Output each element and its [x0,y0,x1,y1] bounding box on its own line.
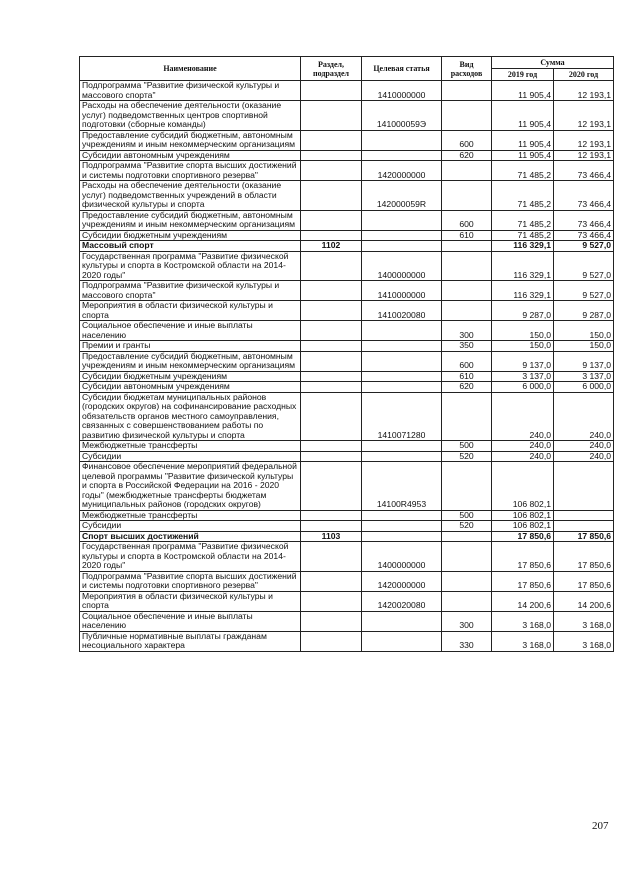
cell-article: 1400000000 [362,542,442,572]
table-row [80,321,614,341]
cell-name: Субсидии [80,521,301,532]
cell-2020: 73 466,4 [554,230,614,241]
cell-section [301,351,362,371]
cell-name: Субсидии бюджетам муниципальных районов (городских округов) на софинансирование расходных обязательств органов местного самоуправления, связанных с совершенствованием работы по развитию физической культуры и спорта [80,392,301,441]
cell-name: Социальное обеспечение и иные выплаты населению [80,611,301,631]
cell-name: Предоставление субсидий бюджетным, автономным учреждениям и иным некоммерческим организациям [80,130,301,150]
cell-section [301,571,362,591]
cell-article [362,382,442,393]
cell-article [362,341,442,352]
cell-article: 1410000000 [362,281,442,301]
cell-section: 1103 [301,531,362,542]
cell-expense-type: 300 [442,611,492,631]
table-row [80,101,614,131]
cell-name: Субсидии автономным учреждениям [80,150,301,161]
cell-2019: 11 905,4 [492,101,554,131]
cell-2019: 71 485,2 [492,161,554,181]
cell-article [362,351,442,371]
cell-name: Публичные нормативные выплаты гражданам несоциального характера [80,631,301,651]
cell-section [301,631,362,651]
table-row [80,571,614,591]
cell-2019: 3 137,0 [492,371,554,382]
cell-expense-type [442,281,492,301]
table-row [80,451,614,462]
cell-2019: 106 802,1 [492,521,554,532]
cell-article [362,611,442,631]
cell-name: Подпрограмма "Развитие физической культуры и массового спорта" [80,281,301,301]
cell-2020: 240,0 [554,441,614,452]
cell-name: Массовый спорт [80,241,301,252]
cell-expense-type: 600 [442,351,492,371]
cell-2019: 71 485,2 [492,230,554,241]
cell-name: Субсидии бюджетным учреждениям [80,230,301,241]
cell-expense-type [442,571,492,591]
cell-expense-type [442,462,492,511]
table-row [80,441,614,452]
header-year-2019: 2019 год [492,69,554,81]
header-section: Раздел, подраздел [301,57,362,81]
cell-2020: 240,0 [554,392,614,441]
cell-article [362,531,442,542]
cell-2019: 11 905,4 [492,150,554,161]
cell-2019: 71 485,2 [492,210,554,230]
cell-2019: 150,0 [492,321,554,341]
table-row [80,631,614,651]
table-row [80,130,614,150]
table-row [80,281,614,301]
header-expense-type: Вид расходов [442,57,492,81]
cell-name: Подпрограмма "Развитие физической культуры и массового спорта" [80,81,301,101]
cell-2019: 6 000,0 [492,382,554,393]
header-sum: Сумма [492,57,614,69]
table-row [80,510,614,521]
cell-expense-type [442,101,492,131]
budget-table [79,56,614,652]
cell-2020: 12 193,1 [554,81,614,101]
cell-2020: 9 527,0 [554,241,614,252]
cell-article [362,130,442,150]
header-year-2020: 2020 год [554,69,614,81]
cell-section [301,591,362,611]
cell-section [301,150,362,161]
cell-article: 1410000000 [362,81,442,101]
table-row [80,371,614,382]
cell-2020: 12 193,1 [554,130,614,150]
cell-section [301,81,362,101]
header-article: Целевая статья [362,57,442,81]
cell-article: 14100R4953 [362,462,442,511]
cell-name: Спорт высших достижений [80,531,301,542]
cell-section [301,210,362,230]
cell-2019: 11 905,4 [492,81,554,101]
cell-article [362,631,442,651]
cell-2019: 11 905,4 [492,130,554,150]
cell-name: Подпрограмма "Развитие спорта высших достижений и системы подготовки спортивного резерва" [80,161,301,181]
cell-name: Субсидии [80,451,301,462]
cell-2020: 73 466,4 [554,210,614,230]
cell-section [301,230,362,241]
cell-2020: 3 168,0 [554,631,614,651]
cell-expense-type: 350 [442,341,492,352]
cell-article [362,241,442,252]
cell-section [301,542,362,572]
cell-2019: 116 329,1 [492,241,554,252]
cell-expense-type: 610 [442,230,492,241]
cell-section [301,341,362,352]
cell-article: 1420000000 [362,161,442,181]
cell-2020: 73 466,4 [554,181,614,211]
cell-name: Подпрограмма "Развитие спорта высших достижений и системы подготовки спортивного резерва" [80,571,301,591]
table-row [80,521,614,532]
cell-name: Предоставление субсидий бюджетным, автономным учреждениям и иным некоммерческим организациям [80,351,301,371]
cell-2020: 150,0 [554,321,614,341]
cell-expense-type: 520 [442,451,492,462]
cell-name: Социальное обеспечение и иные выплаты населению [80,321,301,341]
cell-expense-type [442,161,492,181]
cell-2019: 116 329,1 [492,251,554,281]
cell-2020: 17 850,6 [554,542,614,572]
cell-2020: 17 850,6 [554,571,614,591]
cell-2019: 240,0 [492,441,554,452]
cell-expense-type: 620 [442,382,492,393]
table-row [80,341,614,352]
cell-2019: 17 850,6 [492,531,554,542]
cell-expense-type [442,301,492,321]
cell-2019: 240,0 [492,392,554,441]
cell-section: 1102 [301,241,362,252]
cell-section [301,462,362,511]
table-row [80,241,614,252]
cell-section [301,392,362,441]
cell-2020: 73 466,4 [554,161,614,181]
cell-2019: 9 137,0 [492,351,554,371]
table-row [80,251,614,281]
cell-expense-type: 600 [442,210,492,230]
cell-section [301,181,362,211]
cell-name: Государственная программа "Развитие физической культуры и спорта в Костромской области на 2014-2020 годы" [80,251,301,281]
cell-expense-type: 600 [442,130,492,150]
cell-2019: 106 802,1 [492,462,554,511]
cell-article [362,451,442,462]
cell-2020 [554,462,614,511]
cell-name: Межбюджетные трансферты [80,441,301,452]
cell-2020: 9 527,0 [554,251,614,281]
cell-2019: 240,0 [492,451,554,462]
cell-article [362,150,442,161]
cell-2019: 71 485,2 [492,181,554,211]
cell-article [362,510,442,521]
cell-expense-type: 500 [442,510,492,521]
page-number: 207 [592,820,609,832]
cell-expense-type: 610 [442,371,492,382]
cell-section [301,451,362,462]
cell-section [301,301,362,321]
cell-section [301,161,362,181]
cell-expense-type [442,181,492,211]
cell-section [301,521,362,532]
cell-article: 1420020080 [362,591,442,611]
table-header [80,57,614,81]
cell-name: Мероприятия в области физической культуры и спорта [80,301,301,321]
cell-2019: 17 850,6 [492,542,554,572]
cell-section [301,441,362,452]
cell-expense-type [442,531,492,542]
cell-2019: 14 200,6 [492,591,554,611]
cell-name: Государственная программа "Развитие физической культуры и спорта в Костромской области на 2014-2020 годы" [80,542,301,572]
table-row [80,161,614,181]
cell-expense-type [442,542,492,572]
table-row [80,150,614,161]
cell-section [301,611,362,631]
cell-expense-type: 500 [442,441,492,452]
cell-section [301,382,362,393]
table-row [80,301,614,321]
cell-article: 142000059R [362,181,442,211]
cell-name: Финансовое обеспечение мероприятий федеральной целевой программы "Развитие физической культуры и спорта в Российской Федерации на 2016 - 2020 годы" (межбюджетные трансферты бюджетам муниципальных районов (городских округов) [80,462,301,511]
cell-section [301,281,362,301]
header-name: Наименование [80,57,301,81]
cell-name: Межбюджетные трансферты [80,510,301,521]
table-row [80,230,614,241]
table-body [80,81,614,652]
cell-2019: 17 850,6 [492,571,554,591]
cell-name: Субсидии автономным учреждениям [80,382,301,393]
cell-2019: 3 168,0 [492,611,554,631]
cell-article [362,441,442,452]
table-row [80,81,614,101]
cell-2019: 106 802,1 [492,510,554,521]
cell-name: Расходы на обеспечение деятельности (оказание услуг) подведомственных центров спортивной подготовки (сборные команды) [80,101,301,131]
cell-expense-type [442,251,492,281]
cell-name: Субсидии бюджетным учреждениям [80,371,301,382]
cell-2019: 3 168,0 [492,631,554,651]
cell-article: 1410020080 [362,301,442,321]
table-row [80,392,614,441]
cell-article [362,210,442,230]
cell-2020: 3 168,0 [554,611,614,631]
cell-expense-type: 300 [442,321,492,341]
cell-section [301,510,362,521]
cell-section [301,130,362,150]
cell-article [362,521,442,532]
cell-2020 [554,510,614,521]
cell-article [362,230,442,241]
cell-name: Расходы на обеспечение деятельности (оказание услуг) подведомственных учреждений в области физической культуры и спорта [80,181,301,211]
cell-name: Предоставление субсидий бюджетным, автономным учреждениям и иным некоммерческим организациям [80,210,301,230]
table-row [80,462,614,511]
table-row [80,382,614,393]
cell-2020: 6 000,0 [554,382,614,393]
cell-expense-type [442,81,492,101]
cell-2020: 17 850,6 [554,531,614,542]
cell-2020: 14 200,6 [554,591,614,611]
cell-2020 [554,521,614,532]
cell-expense-type: 520 [442,521,492,532]
cell-section [301,321,362,341]
cell-name: Премии и гранты [80,341,301,352]
table-row [80,542,614,572]
cell-2020: 12 193,1 [554,150,614,161]
cell-article: 141000059Э [362,101,442,131]
cell-2020: 12 193,1 [554,101,614,131]
cell-section [301,251,362,281]
cell-2019: 150,0 [492,341,554,352]
cell-section [301,371,362,382]
cell-article [362,371,442,382]
table-row [80,591,614,611]
cell-2020: 9 287,0 [554,301,614,321]
table-row [80,210,614,230]
cell-article: 1420000000 [362,571,442,591]
cell-name: Мероприятия в области физической культуры и спорта [80,591,301,611]
table-row [80,351,614,371]
cell-expense-type: 620 [442,150,492,161]
cell-article [362,321,442,341]
cell-2020: 240,0 [554,451,614,462]
cell-2019: 116 329,1 [492,281,554,301]
cell-expense-type [442,591,492,611]
cell-2020: 9 137,0 [554,351,614,371]
cell-2020: 3 137,0 [554,371,614,382]
cell-expense-type [442,392,492,441]
table-row [80,531,614,542]
cell-expense-type: 330 [442,631,492,651]
cell-2020: 9 527,0 [554,281,614,301]
cell-2020: 150,0 [554,341,614,352]
cell-2019: 9 287,0 [492,301,554,321]
table-row [80,611,614,631]
table-row [80,181,614,211]
cell-article: 1410071280 [362,392,442,441]
cell-article: 1400000000 [362,251,442,281]
cell-section [301,101,362,131]
cell-expense-type [442,241,492,252]
